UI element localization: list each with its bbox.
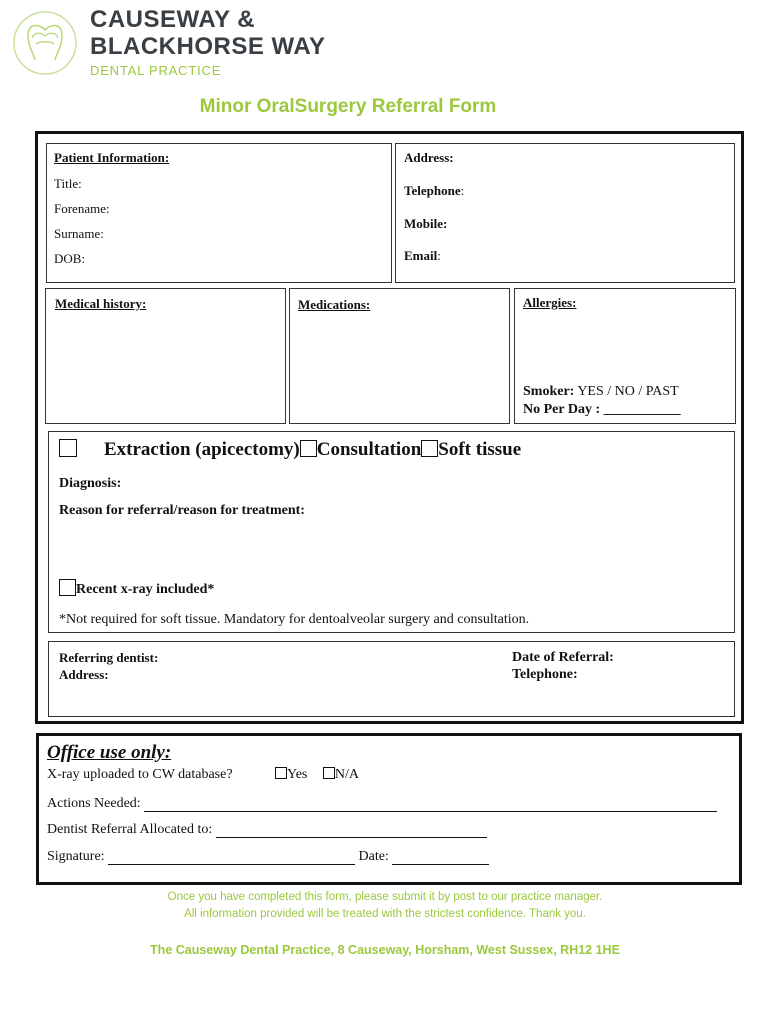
xray-note: *Not required for soft tissue. Mandatory for dentoalveolar surgery and consultation. xyxy=(59,612,530,627)
logo-line-1: CAUSEWAY & xyxy=(90,6,256,33)
footer-line-1: Once you have completed this form, please submit it by post to our practice manager. xyxy=(167,891,603,903)
extraction-checkbox[interactable] xyxy=(59,439,77,457)
na-checkbox[interactable] xyxy=(323,767,335,779)
footer-address: The Causeway Dental Practice, 8 Causeway, Horsham, West Sussex, RH12 1HE xyxy=(150,943,620,957)
na-label: N/A xyxy=(334,767,359,782)
title-field[interactable]: Title: xyxy=(54,176,82,191)
per-day-field[interactable]: No Per Day : ___________ xyxy=(523,402,681,417)
soft-tissue-checkbox[interactable] xyxy=(421,440,438,457)
forename-field[interactable]: Forename: xyxy=(54,201,110,216)
form-title: Minor OralSurgery Referral Form xyxy=(199,96,497,117)
smoker-field[interactable] xyxy=(523,384,679,400)
signature-label: Signature: xyxy=(47,849,105,864)
email-label: Email xyxy=(404,248,438,263)
allocated-label: Dentist Referral Allocated to: xyxy=(47,822,213,837)
date-line xyxy=(392,864,489,865)
telephone-field[interactable] xyxy=(404,183,464,199)
xray-included xyxy=(59,582,214,598)
treatment-box xyxy=(48,431,735,633)
allergies-label[interactable]: Allergies: xyxy=(523,295,577,310)
medications-label[interactable]: Medications: xyxy=(298,297,371,312)
diagnosis-field[interactable]: Diagnosis: xyxy=(59,476,122,491)
footer-line-2: All information provided will be treated with the strictest confidence. Thank you. xyxy=(184,908,586,920)
consultation-label: Consultation xyxy=(316,439,422,460)
email-colon: : xyxy=(437,248,441,263)
surname-field[interactable]: Surname: xyxy=(54,226,104,241)
logo xyxy=(10,6,340,82)
allocated-line xyxy=(216,837,487,838)
actions-needed-label: Actions Needed: xyxy=(47,796,141,811)
office-use-heading: Office use only: xyxy=(47,742,172,763)
actions-needed-field[interactable] xyxy=(47,796,717,812)
tooth-logo-icon xyxy=(10,8,80,78)
yes-checkbox[interactable] xyxy=(275,767,287,779)
date-label: Date: xyxy=(358,849,389,864)
telephone-label: Telephone xyxy=(404,183,461,198)
referrer-telephone-field[interactable]: Telephone: xyxy=(512,667,578,682)
smoker-label: Smoker: xyxy=(523,384,575,399)
reason-field[interactable]: Reason for referral/reason for treatment: xyxy=(59,503,305,518)
xray-uploaded-options xyxy=(275,767,359,783)
logo-line-3: DENTAL PRACTICE xyxy=(90,63,222,78)
yes-label: Yes xyxy=(287,767,308,782)
email-field[interactable] xyxy=(404,248,441,264)
extraction-label: Extraction (apicectomy) xyxy=(104,439,300,460)
dob-field[interactable]: DOB: xyxy=(54,251,86,266)
referring-dentist-field[interactable]: Referring dentist: xyxy=(59,650,159,665)
mobile-field[interactable]: Mobile: xyxy=(404,216,448,231)
consultation-checkbox[interactable] xyxy=(300,440,317,457)
treatment-options xyxy=(104,439,521,461)
telephone-colon: : xyxy=(460,183,465,198)
xray-checkbox[interactable] xyxy=(59,579,76,596)
xray-label: Recent x-ray included* xyxy=(76,582,215,597)
date-of-referral-field[interactable]: Date of Referral: xyxy=(512,650,614,665)
soft-tissue-label: Soft tissue xyxy=(438,439,522,460)
signature-line xyxy=(108,864,355,865)
logo-line-2: BLACKHORSE WAY xyxy=(90,33,326,60)
signature-field[interactable] xyxy=(47,849,489,865)
referrer-address-field[interactable]: Address: xyxy=(59,667,109,682)
xray-uploaded-label: X-ray uploaded to CW database? xyxy=(47,767,233,782)
medical-history-label[interactable]: Medical history: xyxy=(55,296,147,311)
actions-needed-line xyxy=(144,811,717,812)
address-field[interactable]: Address: xyxy=(404,150,454,165)
smoker-options: YES / NO / PAST xyxy=(577,384,679,399)
patient-info-heading: Patient Information: xyxy=(54,150,170,165)
allocated-field[interactable] xyxy=(47,822,487,838)
